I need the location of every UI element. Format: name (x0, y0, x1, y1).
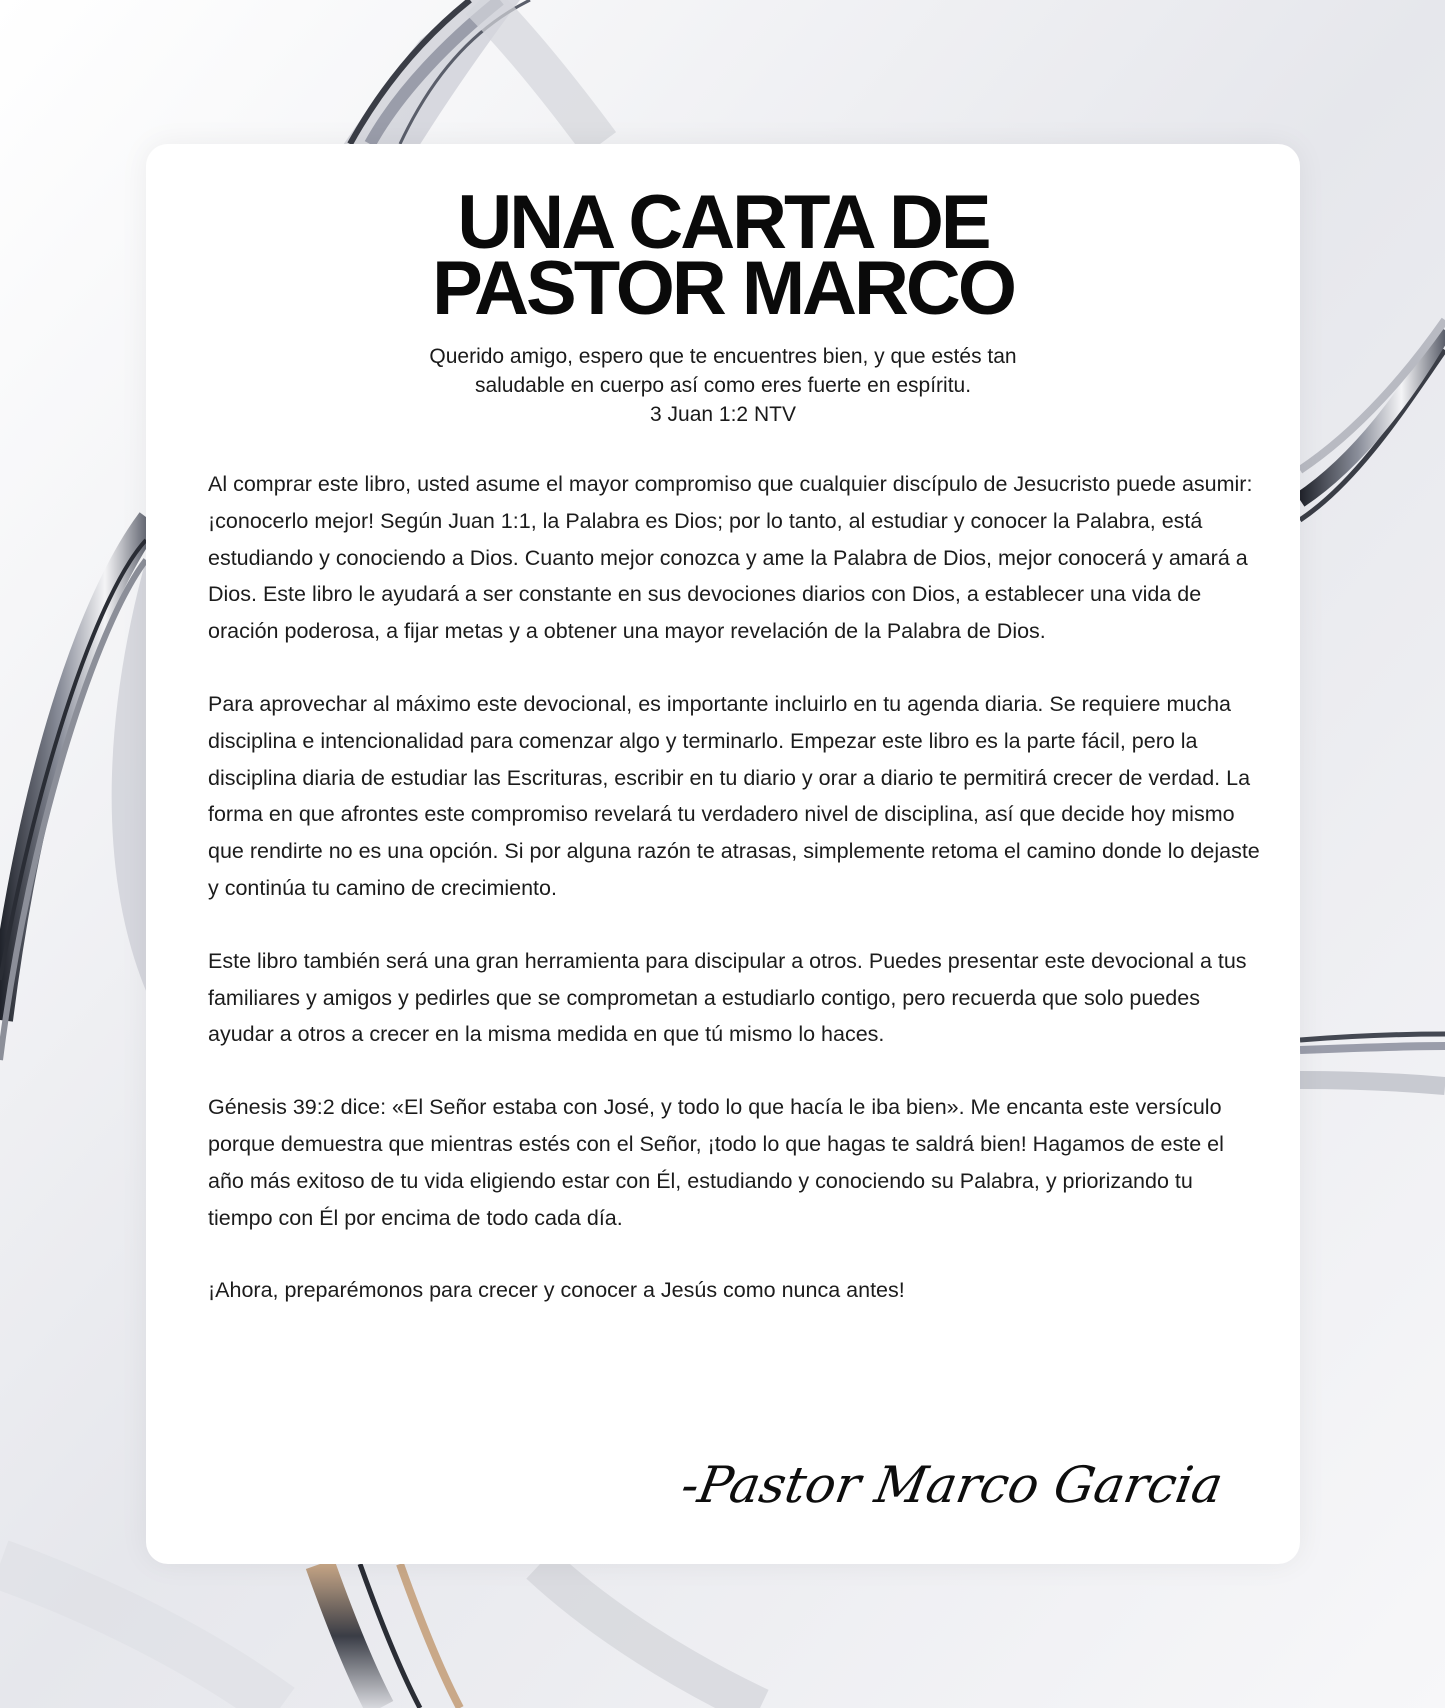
paragraph: Este libro también será una gran herramienta para discipular a otros. Puedes presentar este devocional a tus familiares y amigos y pedirles que se comprometan a estudiarlo contigo, pero recuerda que solo puedes ayudar a otros a crecer en la misma medida en que tú mismo lo haces. (208, 948, 1247, 1047)
paragraph: Para aprovechar al máximo este devocional, es importante incluirlo en tu agenda diaria. Se requiere mucha disciplina e intencionalidad para comenzar algo y terminarlo. Empezar este libro es la parte fácil, pero la disciplina diaria de estudiar las Escrituras, escribir en tu diario y orar a diario te permitirá crecer de verdad. La forma en que afrontes este compromiso revelará tu verdadero nivel de disciplina, así que decide hoy mismo que rendirte no es una opción. Si por alguna razón te atrasas, simplemente retoma el camino donde lo dejaste y continúa tu camino de crecimiento. (208, 691, 1260, 900)
letter-card (146, 144, 1300, 1564)
paragraph: Génesis 39:2 dice: «El Señor estaba con José, y todo lo que hacía le iba bien». Me encanta este versículo porque demuestra que mientras estés con el Señor, ¡todo lo que hagas te saldrá bien! Hagamos de este el año más exitoso de tu vida eligiendo estar con Él, estudiando y conociendo su Palabra, y priorizando tu tiempo con Él por encima de todo cada día. (208, 1095, 1224, 1230)
epigraph-verse (146, 342, 1300, 429)
title-line-2: PASTOR MARCO (432, 246, 1014, 331)
verse-line-1: Querido amigo, espero que te encuentres bien, y que estés tan (429, 345, 1017, 368)
verse-line-2: saludable en cuerpo así como eres fuerte en espíritu. (474, 374, 972, 397)
verse-reference: 3 Juan 1:2 NTV (650, 403, 796, 426)
letter-title (146, 180, 1300, 331)
signature: -Pastor Marco Garcia (676, 1456, 1228, 1514)
paragraph: ¡Ahora, preparémonos para crecer y conocer a Jesús como nunca antes! (208, 1278, 905, 1303)
paragraph: Al comprar este libro, usted asume el mayor compromiso que cualquier discípulo de Jesucristo puede asumir: ¡conocerlo mejor! Según Juan 1:1, la Palabra es Dios; por lo tanto, al estudiar y conocer la Palabra, está estudiando y conociendo a Dios. Cuanto mejor conozca y ame la Palabra de Dios, mejor conocerá y amará a Dios. Este libro le ayudará a ser constante en sus devociones diarios con Dios, a establecer una vida de oración poderosa, a fijar metas y a obtener una mayor revelación de la Palabra de Dios. (208, 472, 1253, 644)
letter-body (208, 466, 1260, 1345)
title-line-1: UNA CARTA DE (457, 180, 989, 265)
